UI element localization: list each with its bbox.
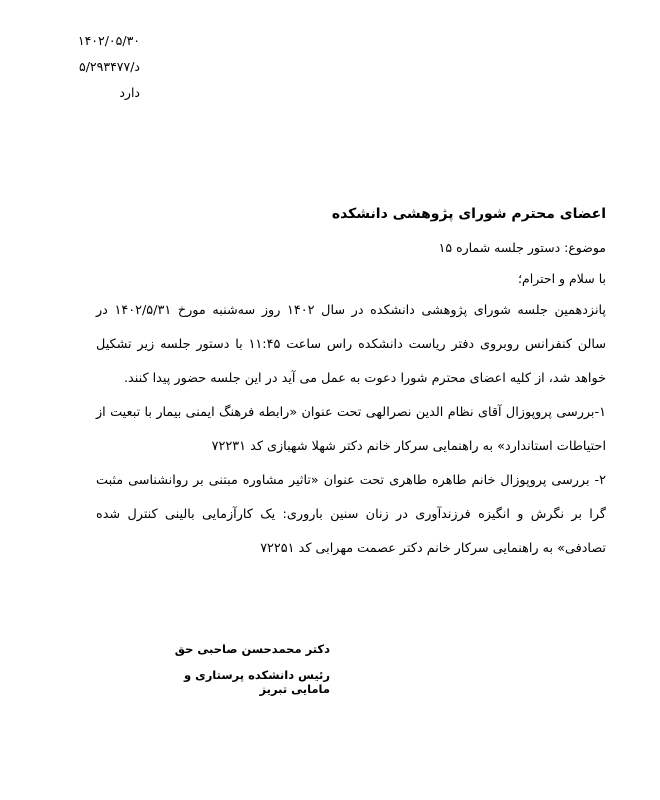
greeting: با سلام و احترام؛	[518, 271, 606, 286]
letter-number: ۵/د/۲۹۳۴۷۷	[78, 59, 140, 74]
signature-block	[150, 642, 330, 696]
signatory-name: دکتر محمدحسن صاحبی حق	[174, 642, 330, 656]
letter-date: ۱۴۰۲/۰۵/۳۰	[77, 33, 140, 48]
agenda-item-2: ۲- بررسی پروپوزال خانم طاهره طاهری تحت عنوان «تاثیر مشاوره مبتنی بر روانشناسی مثبت گرا بر نگرش و انگیزه فرزندآوری در زنان سنین باروری: یک کارآزمایی بالینی کنترل شده تصادفی» به راهنمایی سرکار خانم دکتر عصمت مهرابی کد ۷۲۲۵۱	[96, 473, 606, 556]
addressee: اعضای محترم شورای پژوهشی دانشکده	[331, 206, 606, 222]
subject-line: موضوع: دستور جلسه شماره ۱۵	[438, 240, 606, 255]
agenda-item-1: ۱-بررسی پروپوزال آقای نظام الدین نصرالهی تحت عنوان «رابطه فرهنگ ایمنی بیمار با تبعیت از احتیاطات استاندارد» به راهنمایی سرکار خانم دکتر شهلا شهبازی کد ۷۲۲۳۱	[96, 405, 606, 454]
letter-meta	[30, 28, 140, 106]
letter-body	[96, 206, 606, 566]
intro-paragraph: پانزدهمین جلسه شورای پژوهشی دانشکده در سال ۱۴۰۲ روز سه‌شنبه مورخ ۱۴۰۲/۵/۳۱ در سالن کنفرانس روبروی دفتر ریاست دانشکده راس ساعت ۱۱:۴۵ با دستور جلسه زیر تشکیل خواهد شد، از کلیه اعضای محترم شورا دعوت به عمل می آید در این جلسه حضور پیدا کنند.	[96, 303, 607, 386]
letter-attachment: دارد	[119, 85, 140, 100]
signatory-title: رئیس دانشکده پرستاری و مامایی تبریز	[184, 668, 330, 696]
